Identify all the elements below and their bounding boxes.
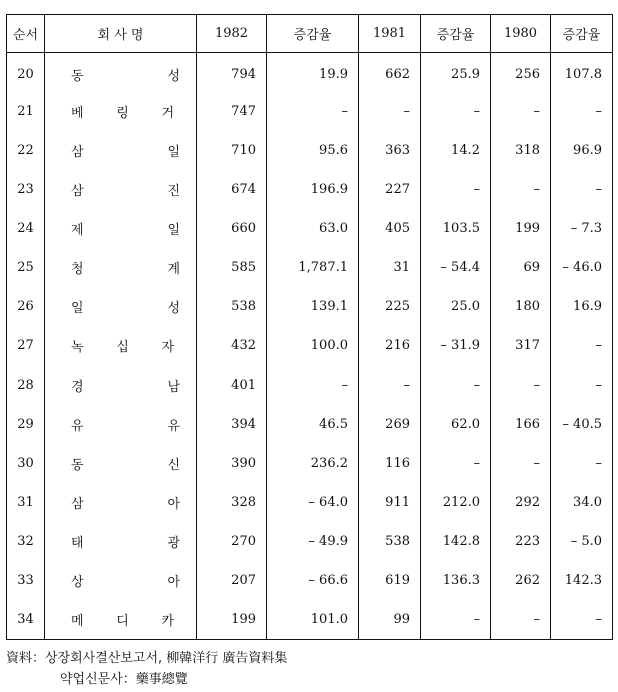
- cell-growth-1980: –: [551, 366, 613, 405]
- cell-growth-1981: 136.3: [421, 561, 491, 600]
- company-name-char: 유: [71, 418, 84, 434]
- cell-growth-1982: 63.0: [267, 209, 359, 248]
- cell-sales-1981: 538: [359, 522, 421, 561]
- company-name-char: 삼: [71, 144, 84, 160]
- cell-sales-1981: 99: [359, 600, 421, 639]
- cell-sales-1982: 270: [197, 522, 267, 561]
- table-row: [7, 600, 613, 639]
- company-name: [45, 258, 196, 277]
- table-row: [7, 522, 613, 561]
- cell-growth-1981: –: [421, 366, 491, 405]
- cell-sales-1982: 674: [197, 170, 267, 209]
- cell-company-name: [45, 444, 197, 483]
- cell-growth-1980: 107.8: [551, 53, 613, 92]
- cell-sales-1982: 390: [197, 444, 267, 483]
- cell-sales-1982: 585: [197, 248, 267, 287]
- cell-growth-1980: 16.9: [551, 287, 613, 326]
- cell-growth-1980: 34.0: [551, 483, 613, 522]
- company-name-char: 십: [116, 340, 129, 356]
- cell-rank: 27: [7, 326, 45, 365]
- header-growth-1980: 증감율: [551, 15, 613, 53]
- cell-sales-1980: –: [491, 600, 551, 639]
- cell-growth-1982: 46.5: [267, 405, 359, 444]
- company-name: [45, 65, 196, 84]
- cell-company-name: [45, 248, 197, 287]
- company-name-char: 계: [167, 262, 180, 278]
- cell-rank: 23: [7, 170, 45, 209]
- cell-growth-1980: 142.3: [551, 561, 613, 600]
- company-name-char: 광: [167, 536, 180, 552]
- company-name-char: 자: [161, 340, 174, 356]
- company-name: [45, 610, 196, 629]
- company-name: [45, 297, 196, 316]
- cell-growth-1982: 101.0: [267, 600, 359, 639]
- cell-sales-1981: 405: [359, 209, 421, 248]
- cell-sales-1981: 363: [359, 131, 421, 170]
- company-name-char: 진: [167, 183, 180, 199]
- cell-company-name: [45, 483, 197, 522]
- header-rank: 순서: [7, 15, 45, 53]
- company-name-char: 유: [167, 418, 180, 434]
- company-name-char: 링: [116, 105, 129, 121]
- cell-growth-1981: 103.5: [421, 209, 491, 248]
- cell-growth-1982: 1,787.1: [267, 248, 359, 287]
- cell-growth-1980: – 40.5: [551, 405, 613, 444]
- cell-growth-1982: 196.9: [267, 170, 359, 209]
- cell-growth-1982: –: [267, 366, 359, 405]
- company-name-char: 아: [167, 496, 180, 512]
- company-name: [45, 493, 196, 512]
- company-name-char: 태: [71, 536, 84, 552]
- company-name: [45, 415, 196, 434]
- company-name: [45, 532, 196, 551]
- table-row: [7, 366, 613, 405]
- cell-sales-1981: –: [359, 92, 421, 131]
- cell-growth-1981: –: [421, 170, 491, 209]
- cell-growth-1980: – 46.0: [551, 248, 613, 287]
- table-row: [7, 483, 613, 522]
- table-row: [7, 444, 613, 483]
- cell-growth-1982: –: [267, 92, 359, 131]
- company-name-char: 성: [167, 301, 180, 317]
- cell-growth-1982: 236.2: [267, 444, 359, 483]
- company-name-char: 디: [116, 614, 129, 630]
- header-company-name: 회 사 명: [45, 15, 197, 53]
- company-name-char: 일: [71, 301, 84, 317]
- company-name: [45, 454, 196, 473]
- company-name-char: 베: [71, 105, 84, 121]
- cell-rank: 34: [7, 600, 45, 639]
- cell-rank: 32: [7, 522, 45, 561]
- cell-company-name: [45, 170, 197, 209]
- company-name: [45, 141, 196, 160]
- cell-sales-1982: 328: [197, 483, 267, 522]
- cell-company-name: [45, 287, 197, 326]
- cell-growth-1981: 25.0: [421, 287, 491, 326]
- cell-sales-1982: 394: [197, 405, 267, 444]
- company-name-char: 신: [167, 457, 180, 473]
- company-name-char: 경: [71, 379, 84, 395]
- company-name-char: 상: [71, 575, 84, 591]
- cell-sales-1981: 662: [359, 53, 421, 92]
- header-1980: 1980: [491, 15, 551, 53]
- header-growth-1982: 증감율: [267, 15, 359, 53]
- cell-sales-1980: 69: [491, 248, 551, 287]
- company-name: [45, 376, 196, 395]
- cell-sales-1980: 292: [491, 483, 551, 522]
- cell-sales-1982: 207: [197, 561, 267, 600]
- cell-company-name: [45, 131, 197, 170]
- cell-growth-1981: 25.9: [421, 53, 491, 92]
- cell-growth-1980: – 5.0: [551, 522, 613, 561]
- header-1981: 1981: [359, 15, 421, 53]
- cell-sales-1982: 432: [197, 326, 267, 365]
- cell-sales-1980: 256: [491, 53, 551, 92]
- cell-growth-1981: 14.2: [421, 131, 491, 170]
- cell-rank: 24: [7, 209, 45, 248]
- table-row: [7, 92, 613, 131]
- cell-growth-1980: –: [551, 600, 613, 639]
- cell-sales-1981: 225: [359, 287, 421, 326]
- cell-sales-1981: 269: [359, 405, 421, 444]
- cell-sales-1982: 794: [197, 53, 267, 92]
- company-name-char: 일: [167, 223, 180, 239]
- cell-growth-1980: –: [551, 326, 613, 365]
- cell-company-name: [45, 92, 197, 131]
- source-line-2: 약업신문사：藥事總覽: [60, 672, 188, 687]
- cell-sales-1982: 660: [197, 209, 267, 248]
- cell-sales-1982: 199: [197, 600, 267, 639]
- cell-rank: 22: [7, 131, 45, 170]
- company-name: [45, 336, 196, 355]
- cell-growth-1981: 212.0: [421, 483, 491, 522]
- company-name: [45, 219, 196, 238]
- company-name-char: 남: [167, 379, 180, 395]
- header-growth-1981: 증감율: [421, 15, 491, 53]
- cell-sales-1981: 116: [359, 444, 421, 483]
- company-name-char: 삼: [71, 496, 84, 512]
- company-name-char: 동: [71, 457, 84, 473]
- cell-sales-1980: 180: [491, 287, 551, 326]
- company-name-char: 일: [167, 144, 180, 160]
- table-row: [7, 170, 613, 209]
- cell-growth-1981: – 54.4: [421, 248, 491, 287]
- cell-growth-1981: –: [421, 600, 491, 639]
- header-1982: 1982: [197, 15, 267, 53]
- cell-growth-1982: 100.0: [267, 326, 359, 365]
- cell-sales-1982: 538: [197, 287, 267, 326]
- table-row: [7, 561, 613, 600]
- source-line-1: 資料：상장회사결산보고서, 柳韓洋行 廣告資料集: [6, 651, 288, 666]
- cell-rank: 21: [7, 92, 45, 131]
- cell-rank: 33: [7, 561, 45, 600]
- cell-sales-1980: 317: [491, 326, 551, 365]
- cell-growth-1982: 95.6: [267, 131, 359, 170]
- cell-growth-1982: 19.9: [267, 53, 359, 92]
- source-note: [6, 648, 287, 690]
- company-growth-table: [6, 14, 613, 640]
- cell-rank: 20: [7, 53, 45, 92]
- cell-growth-1980: –: [551, 92, 613, 131]
- cell-growth-1980: 96.9: [551, 131, 613, 170]
- cell-growth-1981: – 31.9: [421, 326, 491, 365]
- cell-sales-1980: –: [491, 366, 551, 405]
- table-row: [7, 405, 613, 444]
- cell-sales-1980: 199: [491, 209, 551, 248]
- cell-sales-1980: 166: [491, 405, 551, 444]
- cell-sales-1981: 227: [359, 170, 421, 209]
- company-name-char: 메: [71, 614, 84, 630]
- cell-sales-1982: 710: [197, 131, 267, 170]
- cell-sales-1980: 223: [491, 522, 551, 561]
- cell-sales-1981: 31: [359, 248, 421, 287]
- cell-sales-1980: –: [491, 92, 551, 131]
- cell-sales-1981: 619: [359, 561, 421, 600]
- cell-growth-1980: – 7.3: [551, 209, 613, 248]
- company-name-char: 녹: [71, 340, 84, 356]
- table-row: [7, 326, 613, 365]
- cell-sales-1982: 401: [197, 366, 267, 405]
- company-name-char: 제: [71, 223, 84, 239]
- header-row: [7, 15, 613, 53]
- cell-company-name: [45, 600, 197, 639]
- company-name-char: 삼: [71, 183, 84, 199]
- cell-growth-1982: – 49.9: [267, 522, 359, 561]
- cell-rank: 26: [7, 287, 45, 326]
- cell-growth-1982: 139.1: [267, 287, 359, 326]
- company-name-char: 성: [167, 68, 180, 84]
- cell-sales-1980: –: [491, 170, 551, 209]
- cell-growth-1980: –: [551, 170, 613, 209]
- cell-sales-1980: –: [491, 444, 551, 483]
- cell-sales-1981: –: [359, 366, 421, 405]
- table-row: [7, 209, 613, 248]
- cell-company-name: [45, 326, 197, 365]
- table-row: [7, 131, 613, 170]
- cell-company-name: [45, 561, 197, 600]
- cell-company-name: [45, 522, 197, 561]
- cell-company-name: [45, 366, 197, 405]
- cell-company-name: [45, 209, 197, 248]
- cell-growth-1981: –: [421, 444, 491, 483]
- cell-sales-1981: 216: [359, 326, 421, 365]
- company-name: [45, 571, 196, 590]
- company-name: [45, 102, 196, 121]
- company-name-char: 아: [167, 575, 180, 591]
- cell-growth-1982: – 66.6: [267, 561, 359, 600]
- cell-growth-1981: 62.0: [421, 405, 491, 444]
- cell-sales-1980: 262: [491, 561, 551, 600]
- cell-rank: 25: [7, 248, 45, 287]
- cell-growth-1982: – 64.0: [267, 483, 359, 522]
- cell-growth-1981: 142.8: [421, 522, 491, 561]
- table-row: [7, 53, 613, 92]
- cell-growth-1981: –: [421, 92, 491, 131]
- cell-rank: 31: [7, 483, 45, 522]
- company-name-char: 동: [71, 68, 84, 84]
- company-name-char: 카: [161, 614, 174, 630]
- cell-sales-1981: 911: [359, 483, 421, 522]
- cell-growth-1980: –: [551, 444, 613, 483]
- cell-sales-1982: 747: [197, 92, 267, 131]
- cell-rank: 29: [7, 405, 45, 444]
- cell-rank: 28: [7, 366, 45, 405]
- cell-sales-1980: 318: [491, 131, 551, 170]
- company-name-char: 청: [71, 262, 84, 278]
- company-name-char: 거: [161, 105, 174, 121]
- cell-company-name: [45, 405, 197, 444]
- company-name: [45, 180, 196, 199]
- cell-company-name: [45, 53, 197, 92]
- cell-rank: 30: [7, 444, 45, 483]
- table-row: [7, 248, 613, 287]
- table-row: [7, 287, 613, 326]
